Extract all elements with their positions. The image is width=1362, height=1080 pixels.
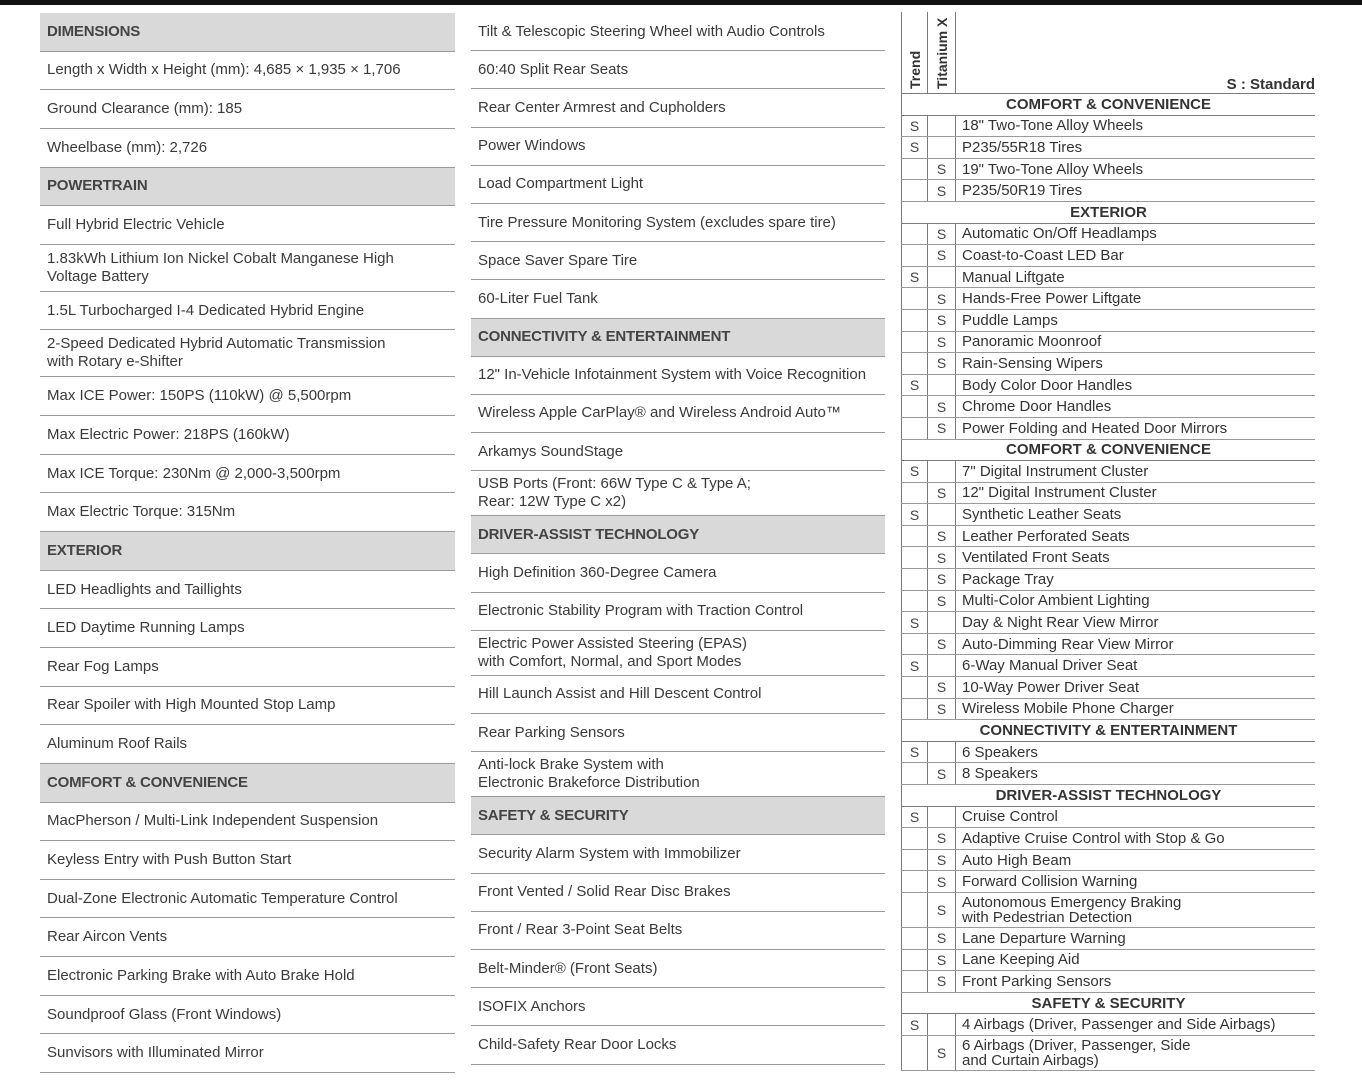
spec-item: Electric Power Assisted Steering (EPAS) with Comfort, Normal, and Sport Modes <box>471 631 885 676</box>
section-header: DIMENSIONS <box>40 13 455 52</box>
trend-cell: S <box>901 375 928 396</box>
table-row <box>901 699 1315 721</box>
trend-cell <box>901 159 928 180</box>
table-row <box>901 332 1315 354</box>
feature-label: Front Parking Sensors <box>962 972 1112 990</box>
titanium-x-cell: S <box>928 634 956 655</box>
trend-cell <box>901 396 928 417</box>
titanium-x-cell: S <box>928 310 956 331</box>
feature-label: Ventilated Front Seats <box>962 549 1110 567</box>
table-row <box>901 245 1315 267</box>
left-spec-column <box>40 13 455 1073</box>
table-section-header: DRIVER-ASSIST TECHNOLOGY <box>901 785 1315 807</box>
titanium-x-cell: S <box>928 928 956 949</box>
trend-cell <box>901 763 928 784</box>
section-header: CONNECTIVITY & ENTERTAINMENT <box>471 319 885 357</box>
feature-label: 12" Digital Instrument Cluster <box>962 484 1157 502</box>
table-row <box>901 763 1315 785</box>
titanium-x-cell: S <box>928 159 956 180</box>
trend-cell: S <box>901 267 928 288</box>
feature-label: 4 Airbags (Driver, Passenger and Side Airbags) <box>962 1016 1276 1034</box>
trend-cell: S <box>901 137 928 158</box>
titanium-x-cell <box>928 137 956 158</box>
table-section-header: COMFORT & CONVENIENCE <box>901 94 1315 116</box>
top-bar <box>0 0 1362 5</box>
titanium-x-cell: S <box>928 971 956 992</box>
section-header: POWERTRAIN <box>40 168 455 207</box>
trend-cell <box>901 224 928 245</box>
spec-item: Ground Clearance (mm): 185 <box>40 90 455 129</box>
titanium-x-cell: S <box>928 850 956 871</box>
titanium-x-cell: S <box>928 591 956 612</box>
titanium-x-cell: S <box>928 547 956 568</box>
spec-item: 60-Liter Fuel Tank <box>471 280 885 318</box>
trend-cell <box>901 699 928 720</box>
trend-cell <box>901 288 928 309</box>
spec-item: Arkamys SoundStage <box>471 433 885 471</box>
spec-item: Rear Aircon Vents <box>40 918 455 957</box>
table-row <box>901 634 1315 656</box>
feature-label: Adaptive Cruise Control with Stop & Go <box>962 829 1225 847</box>
spec-item: Rear Center Armrest and Cupholders <box>471 89 885 127</box>
trend-cell <box>901 677 928 698</box>
feature-label: Auto High Beam <box>962 851 1072 869</box>
feature-label: 6-Way Manual Driver Seat <box>962 657 1138 675</box>
table-row <box>901 547 1315 569</box>
feature-label: Power Folding and Heated Door Mirrors <box>962 419 1228 437</box>
spec-item: 12" In-Vehicle Infotainment System with Voice Recognition <box>471 357 885 395</box>
titanium-x-cell: S <box>928 1036 956 1070</box>
titanium-x-cell: S <box>928 396 956 417</box>
spec-item: Keyless Entry with Push Button Start <box>40 841 455 880</box>
table-row <box>901 224 1315 246</box>
spec-item: USB Ports (Front: 66W Type C & Type A; Rear: 12W Type C x2) <box>471 471 885 516</box>
table-row <box>901 116 1315 138</box>
feature-label: Coast-to-Coast LED Bar <box>962 246 1124 264</box>
spec-item: 60:40 Split Rear Seats <box>471 51 885 89</box>
spec-item: 1.5L Turbocharged I-4 Dedicated Hybrid Engine <box>40 292 455 331</box>
spec-item: LED Daytime Running Lamps <box>40 609 455 648</box>
table-row <box>901 807 1315 829</box>
spec-item: Child-Safety Rear Door Locks <box>471 1026 885 1064</box>
feature-label: Hands-Free Power Liftgate <box>962 290 1142 308</box>
table-row <box>901 375 1315 397</box>
trend-cell <box>901 591 928 612</box>
table-header <box>901 12 1315 94</box>
spec-item: Load Compartment Light <box>471 166 885 204</box>
titanium-x-cell: S <box>928 569 956 590</box>
titanium-x-cell <box>928 375 956 396</box>
titanium-x-cell: S <box>928 871 956 892</box>
table-row <box>901 677 1315 699</box>
feature-label: Day & Night Rear View Mirror <box>962 614 1159 632</box>
trend-cell <box>901 418 928 439</box>
titanium-x-cell: S <box>928 288 956 309</box>
trend-cell <box>901 526 928 547</box>
trend-cell <box>901 871 928 892</box>
feature-label: P235/55R18 Tires <box>962 138 1083 156</box>
table-row <box>901 871 1315 893</box>
spec-item: Soundproof Glass (Front Windows) <box>40 996 455 1035</box>
spec-item: Front / Rear 3-Point Seat Belts <box>471 912 885 950</box>
table-row <box>901 267 1315 289</box>
titanium-x-cell: S <box>928 418 956 439</box>
feature-label: Forward Collision Warning <box>962 873 1138 891</box>
table-row <box>901 310 1315 332</box>
spec-item: Max Electric Torque: 315Nm <box>40 493 455 532</box>
feature-label: Cruise Control <box>962 808 1058 826</box>
spec-item: Anti-lock Brake System with Electronic Brakeforce Distribution <box>471 752 885 797</box>
table-row <box>901 504 1315 526</box>
feature-label: 7" Digital Instrument Cluster <box>962 462 1149 480</box>
table-row <box>901 655 1315 677</box>
spec-item: Sunvisors with Illuminated Mirror <box>40 1034 455 1073</box>
spec-item: Aluminum Roof Rails <box>40 725 455 764</box>
spec-item: Tilt & Telescopic Steering Wheel with Audio Controls <box>471 13 885 51</box>
titanium-x-cell <box>928 612 956 633</box>
trend-cell <box>901 634 928 655</box>
trend-cell <box>901 332 928 353</box>
trend-cell: S <box>901 612 928 633</box>
table-row <box>901 526 1315 548</box>
trend-cell: S <box>901 1014 928 1035</box>
legend-standard: S : Standard <box>1226 76 1315 93</box>
feature-label: Multi-Color Ambient Lighting <box>962 592 1150 610</box>
table-row <box>901 591 1315 613</box>
feature-label: Body Color Door Handles <box>962 376 1133 394</box>
table-row <box>901 461 1315 483</box>
section-header: COMFORT & CONVENIENCE <box>40 764 455 803</box>
spec-item: Security Alarm System with Immobilizer <box>471 835 885 873</box>
table-row <box>901 180 1315 202</box>
titanium-x-cell: S <box>928 245 956 266</box>
table-section-header: EXTERIOR <box>901 202 1315 224</box>
section-header: SAFETY & SECURITY <box>471 797 885 835</box>
feature-label: 10-Way Power Driver Seat <box>962 678 1139 696</box>
spec-item: 2-Speed Dedicated Hybrid Automatic Transmission with Rotary e-Shifter <box>40 330 455 377</box>
spec-item: Max ICE Power: 150PS (110kW) @ 5,500rpm <box>40 377 455 416</box>
feature-label: Chrome Door Handles <box>962 398 1112 416</box>
table-row <box>901 353 1315 375</box>
titanium-x-cell: S <box>928 828 956 849</box>
trend-cell <box>901 928 928 949</box>
titanium-x-cell <box>928 807 956 828</box>
spec-item: High Definition 360-Degree Camera <box>471 554 885 592</box>
spec-item: Belt-Minder® (Front Seats) <box>471 950 885 988</box>
spec-item: Power Windows <box>471 128 885 166</box>
feature-label: Panoramic Moonroof <box>962 333 1102 351</box>
spec-item: Full Hybrid Electric Vehicle <box>40 206 455 245</box>
trend-cell <box>901 1036 928 1070</box>
trend-cell <box>901 483 928 504</box>
feature-label: 18" Two-Tone Alloy Wheels <box>962 117 1143 135</box>
feature-label: Automatic On/Off Headlamps <box>962 225 1157 243</box>
trend-cell <box>901 828 928 849</box>
feature-label: 19" Two-Tone Alloy Wheels <box>962 160 1143 178</box>
spec-item: Rear Spoiler with High Mounted Stop Lamp <box>40 687 455 726</box>
spec-item: Max Electric Power: 218PS (160kW) <box>40 416 455 455</box>
feature-label: Puddle Lamps <box>962 311 1058 329</box>
spec-item: Hill Launch Assist and Hill Descent Control <box>471 676 885 714</box>
trend-cell: S <box>901 807 928 828</box>
spec-item: Length x Width x Height (mm): 4,685 × 1,935 × 1,706 <box>40 52 455 91</box>
spec-item: Dual-Zone Electronic Automatic Temperature Control <box>40 880 455 919</box>
spec-item: 1.83kWh Lithium Ion Nickel Cobalt Manganese High Voltage Battery <box>40 245 455 292</box>
table-section-header: SAFETY & SECURITY <box>901 993 1315 1015</box>
trend-cell: S <box>901 655 928 676</box>
titanium-x-cell: S <box>928 332 956 353</box>
spec-item: Max ICE Torque: 230Nm @ 2,000-3,500rpm <box>40 455 455 494</box>
spec-item: Rear Fog Lamps <box>40 648 455 687</box>
feature-label: 6 Airbags (Driver, Passenger, Side and Curtain Airbags) <box>962 1036 1191 1069</box>
spec-item: ISOFIX Anchors <box>471 988 885 1026</box>
table-row <box>901 483 1315 505</box>
feature-label: Lane Keeping Aid <box>962 951 1080 969</box>
trend-cell <box>901 569 928 590</box>
table-row <box>901 1014 1315 1036</box>
trend-cell: S <box>901 742 928 763</box>
spec-item: LED Headlights and Taillights <box>40 571 455 610</box>
feature-label: Synthetic Leather Seats <box>962 506 1122 524</box>
feature-label: P235/50R19 Tires <box>962 182 1083 200</box>
feature-label: Autonomous Emergency Braking with Pedestrian Detection <box>962 893 1182 926</box>
trim-comparison-table <box>901 12 1315 1071</box>
table-row <box>901 612 1315 634</box>
feature-label: Lane Departure Warning <box>962 929 1126 947</box>
trend-cell: S <box>901 461 928 482</box>
titanium-x-cell: S <box>928 224 956 245</box>
trend-cell <box>901 850 928 871</box>
table-row <box>901 288 1315 310</box>
feature-label: Auto-Dimming Rear View Mirror <box>962 635 1174 653</box>
middle-spec-column <box>471 13 885 1065</box>
feature-label: Leather Perforated Seats <box>962 527 1130 545</box>
table-row <box>901 828 1315 850</box>
titanium-x-column-header: Titanium X <box>929 12 956 93</box>
table-row <box>901 1036 1315 1071</box>
titanium-x-cell <box>928 116 956 137</box>
trend-cell <box>901 310 928 331</box>
titanium-x-cell: S <box>928 699 956 720</box>
titanium-x-cell: S <box>928 950 956 971</box>
feature-label: Manual Liftgate <box>962 268 1065 286</box>
table-row <box>901 971 1315 993</box>
trend-cell <box>901 245 928 266</box>
spec-item: Wheelbase (mm): 2,726 <box>40 129 455 168</box>
titanium-x-cell: S <box>928 526 956 547</box>
trend-cell <box>901 950 928 971</box>
titanium-x-cell <box>928 742 956 763</box>
titanium-x-cell <box>928 1014 956 1035</box>
trend-column-header: Trend <box>901 12 928 93</box>
spec-item: Electronic Stability Program with Traction Control <box>471 593 885 631</box>
titanium-x-cell: S <box>928 353 956 374</box>
titanium-x-cell: S <box>928 677 956 698</box>
titanium-x-cell <box>928 267 956 288</box>
titanium-x-cell <box>928 655 956 676</box>
spec-item: Space Saver Spare Tire <box>471 242 885 280</box>
trend-cell: S <box>901 116 928 137</box>
titanium-x-cell: S <box>928 763 956 784</box>
feature-label: Rain-Sensing Wipers <box>962 354 1103 372</box>
section-header: EXTERIOR <box>40 532 455 571</box>
table-row <box>901 850 1315 872</box>
spec-item: Tire Pressure Monitoring System (excludes spare tire) <box>471 204 885 242</box>
titanium-x-cell <box>928 461 956 482</box>
table-row <box>901 928 1315 950</box>
trend-cell: S <box>901 504 928 525</box>
titanium-x-cell: S <box>928 893 956 927</box>
trend-cell <box>901 971 928 992</box>
table-row <box>901 396 1315 418</box>
trend-cell <box>901 353 928 374</box>
table-section-header: COMFORT & CONVENIENCE <box>901 440 1315 462</box>
table-row <box>901 893 1315 928</box>
table-section-header: CONNECTIVITY & ENTERTAINMENT <box>901 720 1315 742</box>
table-row <box>901 950 1315 972</box>
spec-item: Wireless Apple CarPlay® and Wireless Android Auto™ <box>471 395 885 433</box>
spec-item: MacPherson / Multi-Link Independent Suspension <box>40 803 455 842</box>
feature-label: Wireless Mobile Phone Charger <box>962 700 1174 718</box>
trend-cell <box>901 180 928 201</box>
titanium-x-cell <box>928 504 956 525</box>
section-header: DRIVER-ASSIST TECHNOLOGY <box>471 516 885 554</box>
feature-label: 6 Speakers <box>962 743 1038 761</box>
feature-label: Package Tray <box>962 570 1054 588</box>
trend-cell <box>901 547 928 568</box>
spec-item: Electronic Parking Brake with Auto Brake Hold <box>40 957 455 996</box>
table-row <box>901 137 1315 159</box>
spec-item: Rear Parking Sensors <box>471 714 885 752</box>
feature-label: 8 Speakers <box>962 765 1038 783</box>
table-row <box>901 159 1315 181</box>
spec-item: Front Vented / Solid Rear Disc Brakes <box>471 874 885 912</box>
titanium-x-cell: S <box>928 180 956 201</box>
trend-cell <box>901 893 928 927</box>
table-row <box>901 569 1315 591</box>
table-body <box>901 94 1315 1071</box>
table-row <box>901 418 1315 440</box>
titanium-x-cell: S <box>928 483 956 504</box>
table-row <box>901 742 1315 764</box>
